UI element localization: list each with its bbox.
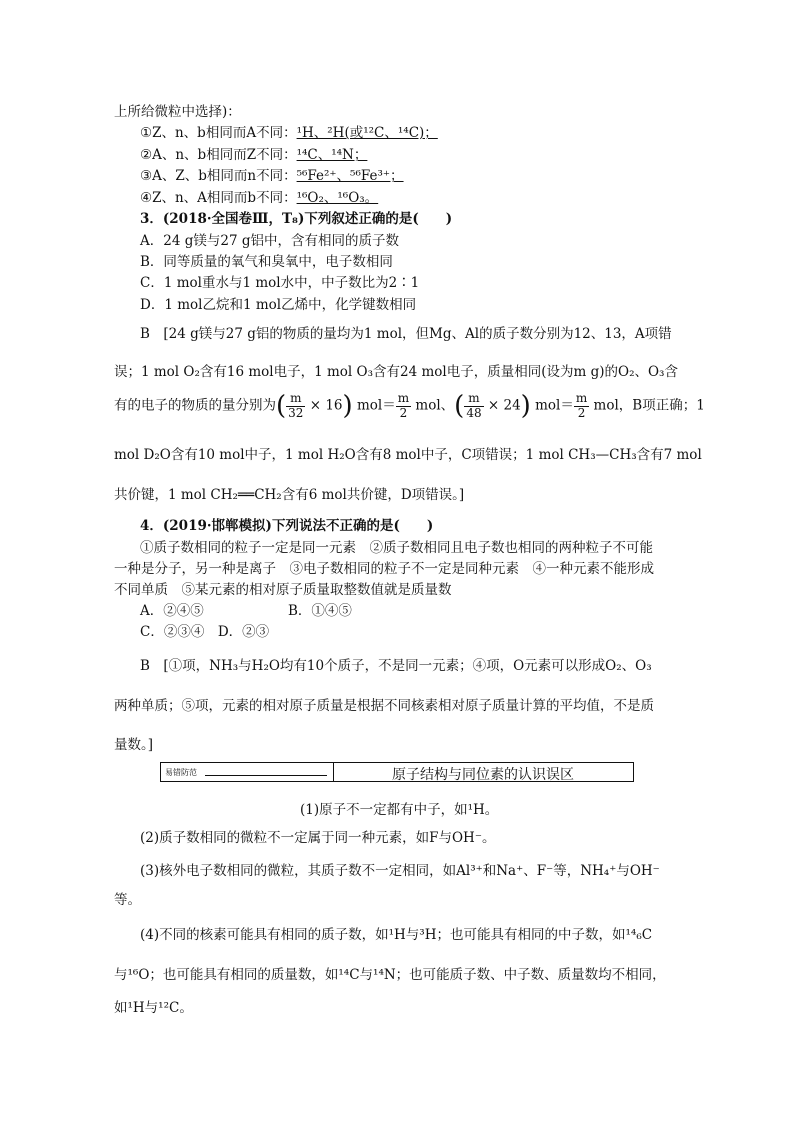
note-4-cont: 如¹H与¹²C。	[114, 1000, 193, 1016]
choice-condition: ③A、Z、b相同而n不同：	[140, 168, 297, 184]
multiplier: × 24	[483, 397, 521, 414]
choice-answer: ⁵⁶Fe²⁺、⁵⁶Fe³⁺；	[296, 168, 404, 184]
choice-condition: ②A、n、b相同而Z不同：	[140, 147, 297, 163]
choice-2	[140, 143, 367, 163]
banner-title: 原子结构与同位素的认识误区	[392, 767, 574, 783]
banner-tag-area	[161, 763, 334, 781]
q4-option-cd: C．②③④ D．②③	[140, 624, 270, 640]
q4-explanation-line: 量数。]	[114, 737, 154, 753]
q4-explanation-line: B [①项，NH₃与H₂O均有10个质子，不是同一元素；④项，O元素可以形成O₂、O₃	[140, 658, 652, 674]
note-3-cont: 等。	[114, 892, 141, 908]
q3-option-a: A．24 g镁与27 g铝中，含有相同的质子数	[140, 233, 399, 249]
q3-stem: 3．(2018·全国卷Ⅲ，T₈)下列叙述正确的是( )	[140, 211, 453, 227]
choice-condition: ①Z、n、b相同而A不同：	[140, 125, 297, 141]
q4-stem: 4．(2019·邯郸模拟)下列说法不正确的是( )	[140, 518, 434, 534]
q4-statement-line: 不同单质 ⑤某元素的相对原子质量取整数值就是质量数	[114, 582, 452, 598]
q4-statement-line: 一种是分子，另一种是离子 ③电子数相同的粒子不一定是同种元素 ④一种元素不能形成	[114, 561, 654, 577]
q3-option-c: C．1 mol重水与1 mol水中，中子数比为2∶1	[140, 275, 420, 291]
paren-open: (	[276, 391, 287, 421]
q3-explanation-line: B [24 g镁与27 g铝的物质的量均为1 mol，但Mg、Al的质子数分别为12、13，A项错	[140, 326, 672, 342]
fraction: $\frac{m}{32}$	[288, 391, 304, 420]
choice-1	[140, 121, 438, 141]
banner-divider	[205, 775, 327, 776]
note-3: (3)核外电子数相同的微粒，其质子数不一定相同，如Al³⁺和Na⁺、F⁻等，NH₄⁺与OH⁻	[140, 863, 660, 879]
note-1: (1)原子不一定都有中子，如¹H。	[300, 802, 499, 818]
choice-3	[140, 164, 404, 184]
q3-option-d: D．1 mol乙烷和1 mol乙烯中，化学键数相同	[140, 297, 417, 313]
choice-answer: ¹⁴C、¹⁴N；	[296, 147, 368, 163]
q3-option-b: B．同等质量的氧气和臭氧中，电子数相同	[140, 254, 393, 270]
intro-line: 上所给微粒中选择)：	[114, 104, 241, 120]
fraction: $\frac{m}{2}$	[575, 391, 588, 420]
q3-explanation-formula-line	[114, 391, 705, 421]
note-2: (2)质子数相同的微粒不一定属于同一种元素，如F与OH⁻。	[140, 830, 496, 846]
choice-answer: ¹⁶O₂、¹⁶O₃。	[296, 190, 379, 206]
note-4-cont: 与¹⁶O；也可能具有相同的质量数，如¹⁴C与¹⁴N；也可能质子数、中子数、质量数均不相同，	[114, 967, 666, 983]
formula-text: mol＝	[352, 397, 396, 414]
paren-close: )	[520, 391, 531, 421]
section-banner	[160, 762, 634, 782]
formula-text: 有的电子的物质的量分别为	[114, 397, 276, 414]
fraction: $\frac{m}{2}$	[397, 391, 410, 420]
banner-tag: 易错防范	[165, 768, 197, 777]
q4-option-a: A．②④⑤	[140, 603, 204, 619]
paren-close: )	[342, 391, 353, 421]
q3-explanation-line: mol D₂O含有10 mol中子，1 mol H₂O含有8 mol中子，C项错误；1 mol CH₃—CH₃含有7 mol	[114, 447, 702, 463]
q4-option-b: B．①④⑤	[288, 603, 352, 619]
choice-condition: ④Z、n、A相同而b不同：	[140, 190, 297, 206]
formula-text: mol＝	[530, 397, 574, 414]
choice-answer: ¹H、²H(或¹²C、¹⁴C)；	[296, 125, 438, 141]
q4-statement-line: ①质子数相同的粒子一定是同一元素 ②质子数相同且电子数也相同的两种粒子不可能	[140, 540, 653, 556]
note-4: (4)不同的核素可能具有相同的质子数，如¹H与³H；也可能具有相同的中子数，如¹⁴₆C	[140, 927, 653, 943]
formula-text: mol、	[411, 397, 455, 414]
q3-explanation-line: 共价键，1 mol CH₂══CH₂含有6 mol共价键，D项错误。]	[114, 487, 465, 503]
q3-explanation-line: 误；1 mol O₂含有16 mol电子，1 mol O₃含有24 mol电子，质量相同(设为m g)的O₂、O₃含	[114, 364, 678, 380]
fraction: $\frac{m}{48}$	[466, 391, 482, 420]
multiplier: × 16	[305, 397, 343, 414]
formula-text: mol，B项正确；1	[589, 397, 705, 414]
choice-4	[140, 186, 378, 206]
paren-open: (	[454, 391, 465, 421]
q4-explanation-line: 两种单质；⑤项，元素的相对原子质量是根据不同核素相对原子质量计算的平均值，不是质	[114, 698, 654, 714]
